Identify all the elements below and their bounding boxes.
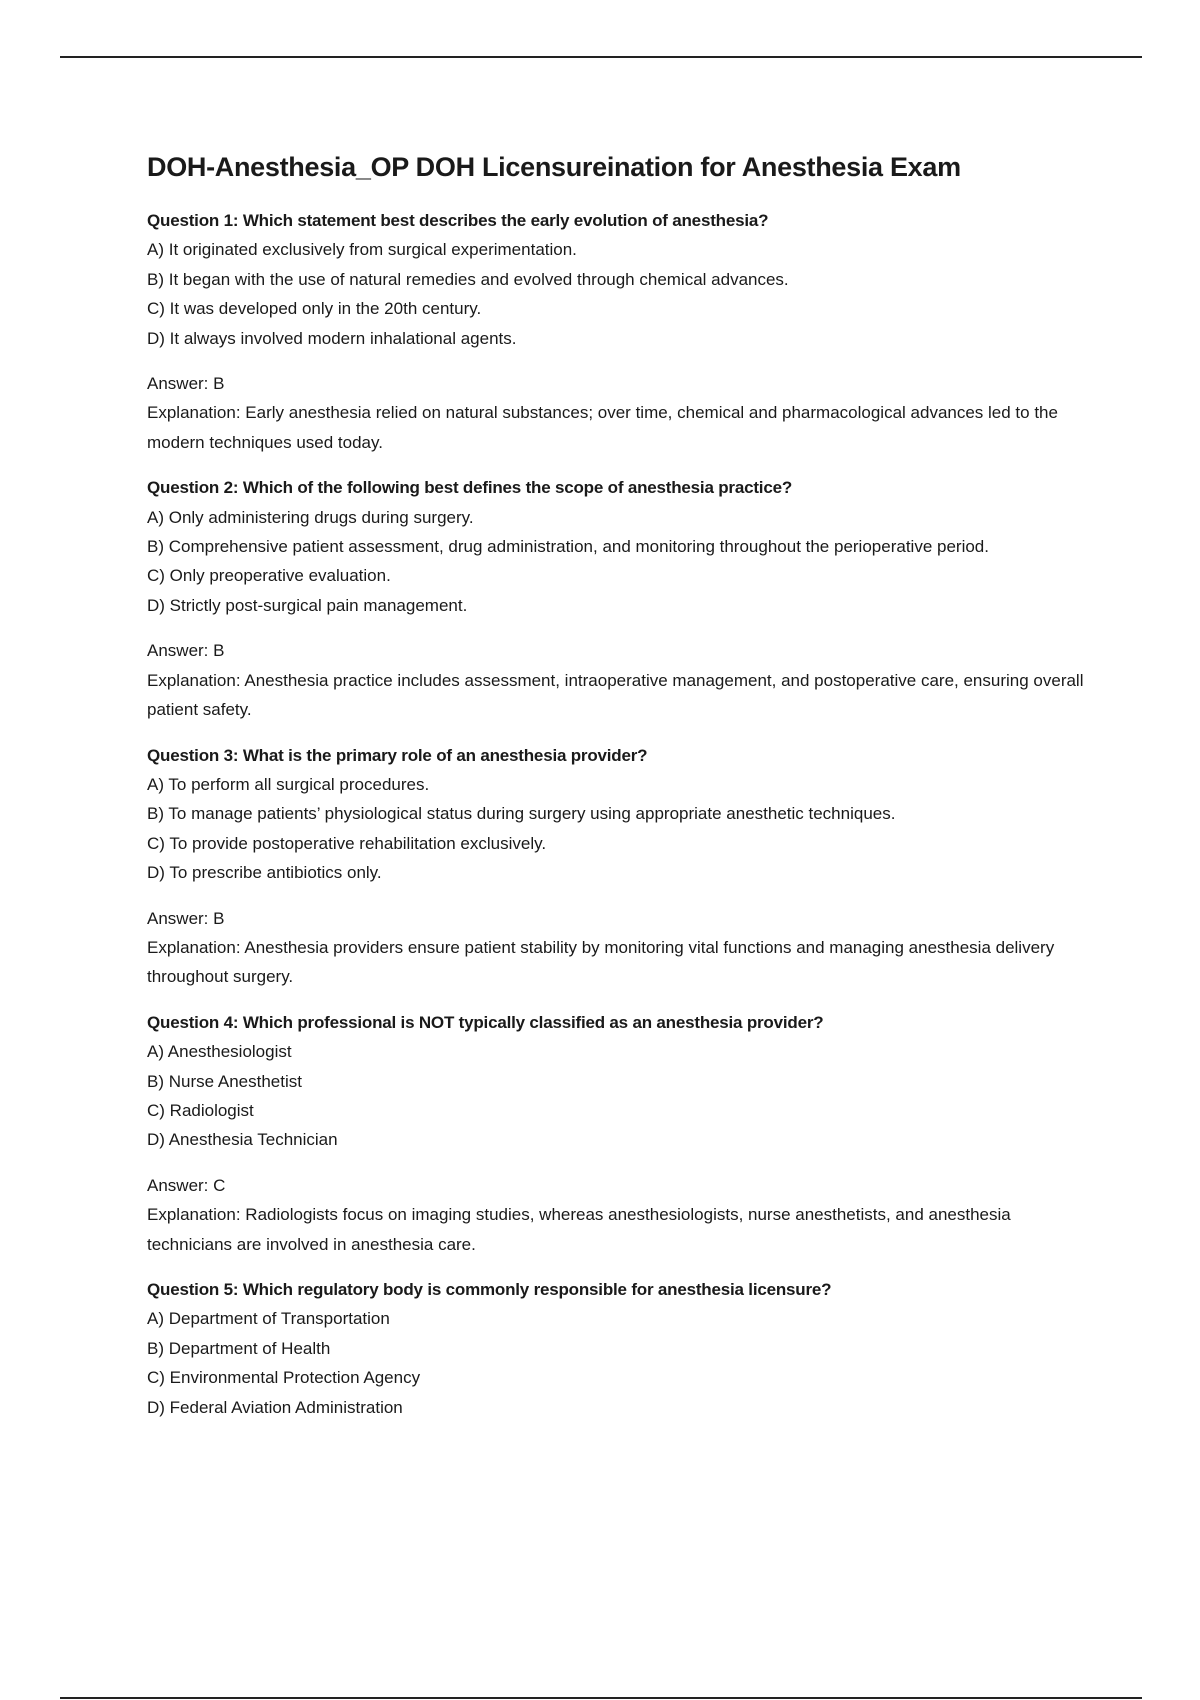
explanation: Explanation: Early anesthesia relied on natural substances; over time, chemical and pharmacological advances led to the modern techniques used today. xyxy=(147,403,1058,452)
question-block xyxy=(147,1008,1097,1259)
question-block xyxy=(147,1275,1097,1422)
question-text: Question 5: Which regulatory body is commonly responsible for anesthesia licensure? xyxy=(147,1280,832,1299)
answer-option: D) It always involved modern inhalational agents. xyxy=(147,328,517,348)
document-title: DOH-Anesthesia_OP DOH Licensureination for Anesthesia Exam xyxy=(147,152,961,182)
answer-key: Answer: B xyxy=(147,908,225,928)
question-text: Question 1: Which statement best describes the early evolution of anesthesia? xyxy=(147,211,769,230)
answer-option: D) Strictly post-surgical pain management. xyxy=(147,595,468,615)
answer-option: C) To provide postoperative rehabilitation exclusively. xyxy=(147,833,547,853)
answer-option: A) It originated exclusively from surgical experimentation. xyxy=(147,240,577,260)
answer-option: D) To prescribe antibiotics only. xyxy=(147,863,382,883)
question-block xyxy=(147,741,1097,992)
answer-option: B) Department of Health xyxy=(147,1338,331,1358)
explanation: Explanation: Anesthesia practice includes assessment, intraoperative management, and postoperative care, ensuring overall patient safety. xyxy=(147,670,1084,720)
question-text: Question 3: What is the primary role of an anesthesia provider? xyxy=(147,745,648,765)
document-body xyxy=(147,148,1097,1438)
answer-option: B) To manage patients’ physiological status during surgery using appropriate anesthetic techniques. xyxy=(147,804,896,824)
answer-option: B) Nurse Anesthetist xyxy=(147,1071,302,1091)
answer-option: D) Anesthesia Technician xyxy=(147,1130,338,1150)
answer-option: B) It began with the use of natural remedies and evolved through chemical advances. xyxy=(147,269,789,289)
answer-option: B) Comprehensive patient assessment, drug administration, and monitoring throughout the perioperative period. xyxy=(147,537,989,557)
answer-option: C) Only preoperative evaluation. xyxy=(147,566,391,586)
answer-option: C) Radiologist xyxy=(147,1100,254,1120)
answer-option: A) Anesthesiologist xyxy=(147,1042,292,1062)
answer-option: A) Only administering drugs during surgery. xyxy=(147,507,474,527)
header-rule xyxy=(60,56,1142,58)
answer-option: A) Department of Transportation xyxy=(147,1309,390,1329)
explanation: Explanation: Radiologists focus on imaging studies, whereas anesthesiologists, nurse anesthetists, and anesthesia technicians are involved in anesthesia care. xyxy=(147,1205,1011,1254)
explanation: Explanation: Anesthesia providers ensure patient stability by monitoring vital functions and managing anesthesia delivery throughout surgery. xyxy=(147,937,1055,987)
question-block xyxy=(147,206,1097,457)
footer-rule xyxy=(60,1697,1142,1699)
answer-option: D) Federal Aviation Administration xyxy=(147,1397,403,1417)
answer-option: C) It was developed only in the 20th century. xyxy=(147,299,482,319)
answer-option: A) To perform all surgical procedures. xyxy=(147,774,430,794)
question-text: Question 2: Which of the following best defines the scope of anesthesia practice? xyxy=(147,478,793,498)
answer-key: Answer: B xyxy=(147,641,225,661)
question-block xyxy=(147,473,1097,724)
question-text: Question 4: Which professional is NOT typically classified as an anesthesia provider? xyxy=(147,1012,824,1032)
answer-option: C) Environmental Protection Agency xyxy=(147,1368,421,1388)
answer-key: Answer: C xyxy=(147,1175,226,1195)
question-list xyxy=(147,206,1097,1422)
answer-key: Answer: B xyxy=(147,374,225,394)
